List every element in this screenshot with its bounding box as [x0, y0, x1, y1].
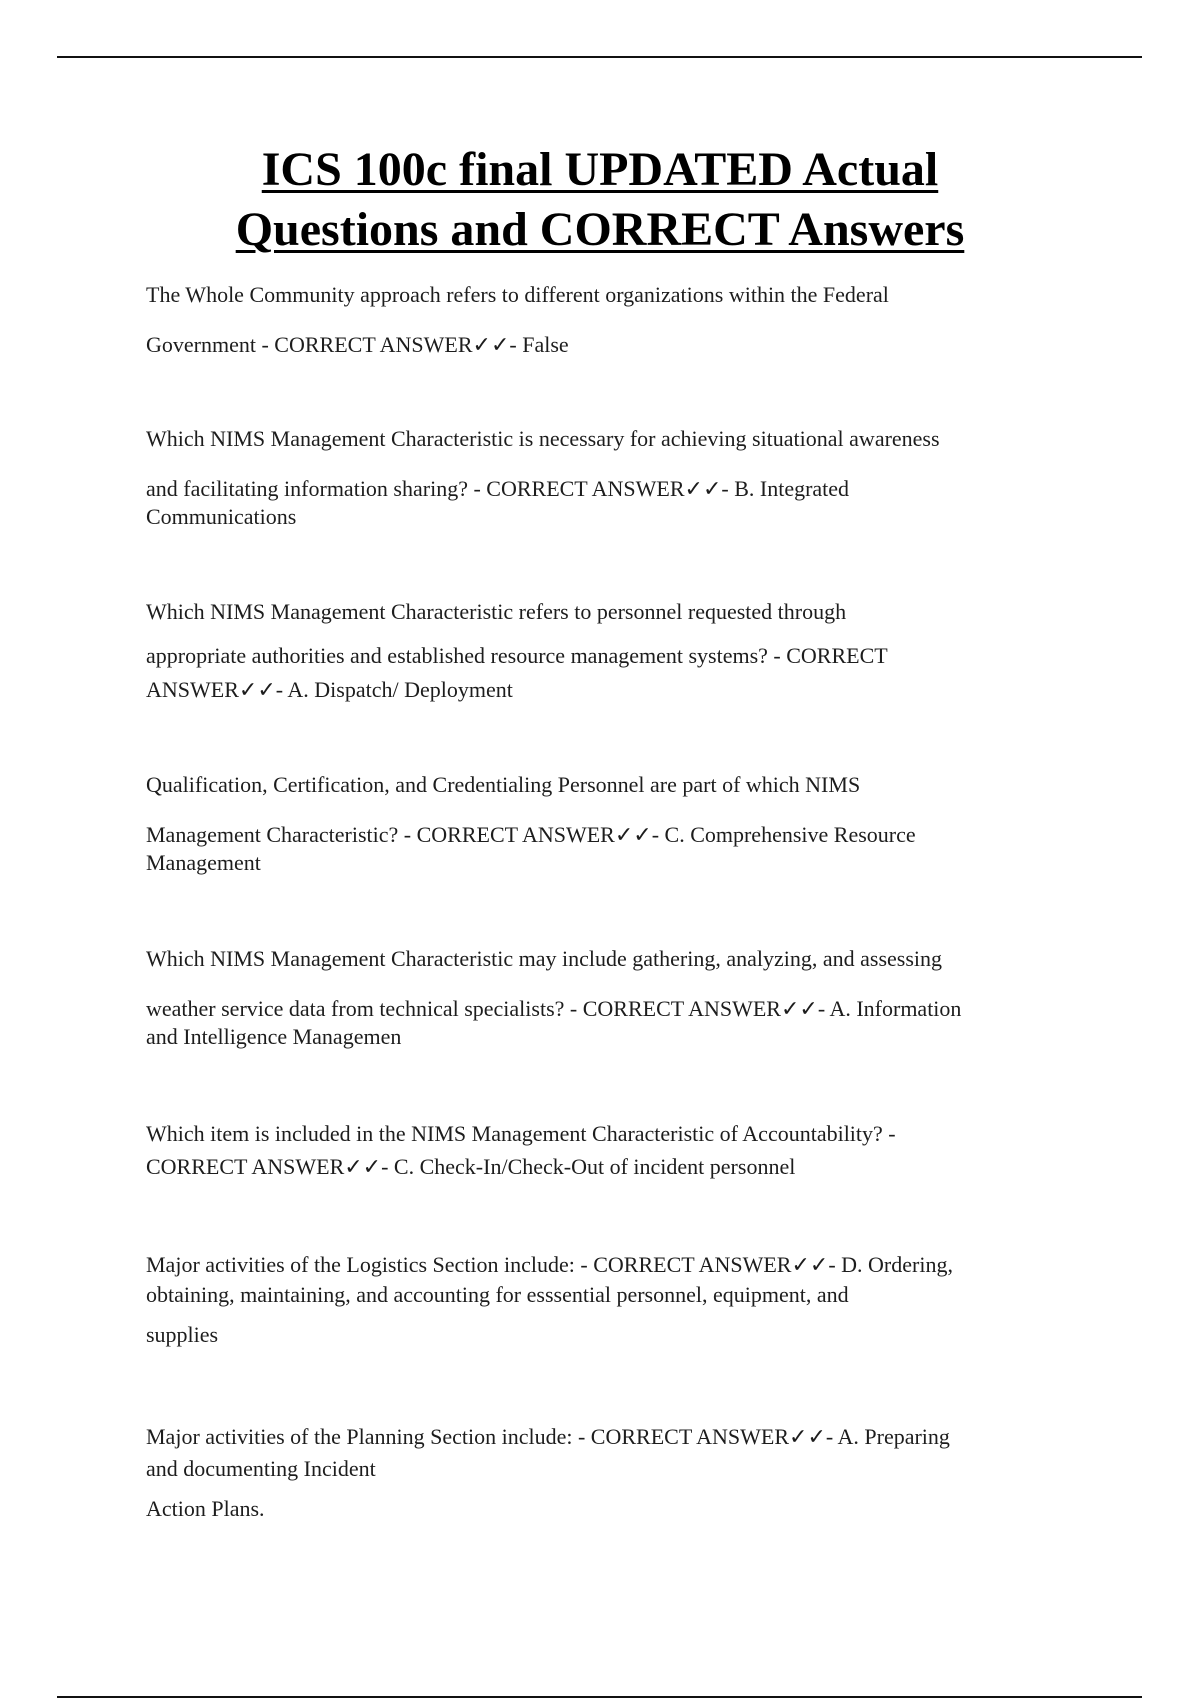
- qa-line: The Whole Community approach refers to different organizations within the Federal: [146, 282, 889, 307]
- qa-line: Which item is included in the NIMS Management Characteristic of Accountability? -: [146, 1121, 896, 1146]
- qa-line: ANSWER✓✓- A. Dispatch/ Deployment: [146, 677, 513, 702]
- qa-line: supplies: [146, 1322, 219, 1347]
- qa-line: and Intelligence Managemen: [146, 1024, 402, 1049]
- qa-item-5: [146, 934, 1066, 1052]
- document-title: [100, 140, 1100, 260]
- qa-line: Management Characteristic? - CORRECT ANSWER✓✓- C. Comprehensive Resource: [146, 822, 916, 847]
- qa-line: obtaining, maintaining, and accounting for esssential personnel, equipment, and: [146, 1282, 849, 1307]
- qa-line: Major activities of the Planning Section include: - CORRECT ANSWER✓✓- A. Preparing: [146, 1424, 950, 1449]
- qa-item-6: [146, 1119, 1066, 1182]
- qa-line: Which NIMS Management Characteristic may include gathering, analyzing, and assessing: [146, 946, 943, 971]
- qa-item-3: [146, 587, 1066, 705]
- qa-line: Government - CORRECT ANSWER✓✓- False: [146, 332, 569, 357]
- qa-line: and facilitating information sharing? - CORRECT ANSWER✓✓- B. Integrated: [146, 476, 850, 501]
- qa-line: appropriate authorities and established resource management systems? - CORRECT: [146, 643, 888, 668]
- qa-item-8: [146, 1422, 1066, 1534]
- qa-line: Qualification, Certification, and Credentialing Personnel are part of which NIMS: [146, 772, 861, 797]
- qa-line: Action Plans.: [146, 1496, 265, 1521]
- qa-item-7: [146, 1250, 1066, 1360]
- footer-rule: [57, 1696, 1142, 1698]
- title-line-2: Questions and CORRECT Answers: [235, 203, 965, 256]
- qa-line: Which NIMS Management Characteristic refers to personnel requested through: [146, 599, 847, 624]
- title-line-1: ICS 100c final UPDATED Actual: [261, 143, 939, 196]
- qa-line: weather service data from technical specialists? - CORRECT ANSWER✓✓- A. Information: [146, 996, 962, 1021]
- qa-item-4: [146, 760, 1066, 878]
- header-rule: [57, 56, 1142, 58]
- qa-item-2: [146, 414, 1066, 532]
- qa-line: Which NIMS Management Characteristic is necessary for achieving situational awareness: [146, 426, 940, 451]
- qa-line: Management: [146, 850, 261, 875]
- qa-line: and documenting Incident: [146, 1456, 376, 1481]
- qa-line: Communications: [146, 504, 297, 529]
- qa-line: CORRECT ANSWER✓✓- C. Check-In/Check-Out of incident personnel: [146, 1154, 796, 1179]
- qa-line: Major activities of the Logistics Section include: - CORRECT ANSWER✓✓- D. Ordering,: [146, 1252, 953, 1277]
- qa-item-1: [146, 270, 1066, 370]
